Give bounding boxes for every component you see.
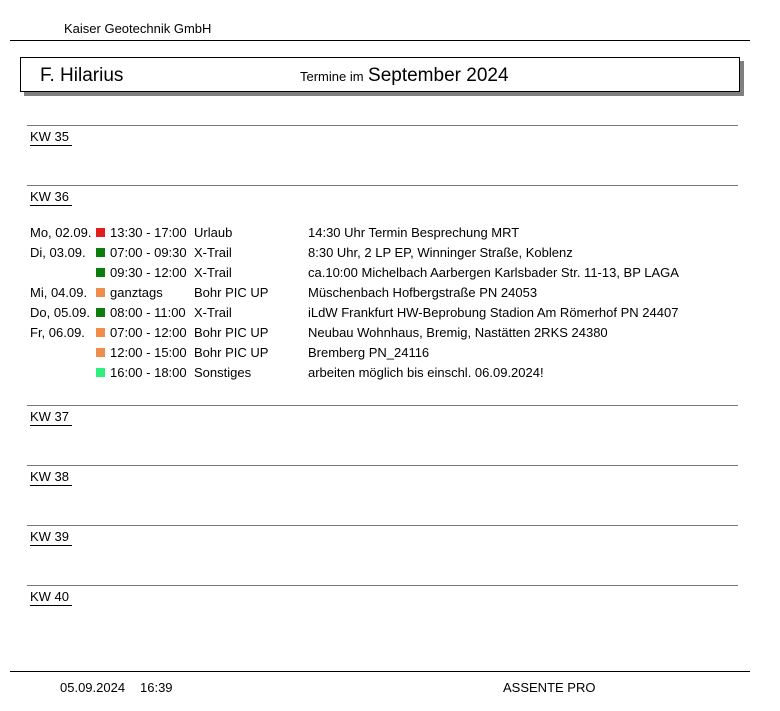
appointment-description: Bremberg PN_24116 (308, 345, 430, 360)
week-divider (27, 465, 738, 466)
appointment-category: Sonstiges (194, 365, 252, 380)
week-divider (27, 525, 738, 526)
week-label: KW 36 (30, 189, 72, 206)
appointment-day: Do, 05.09. (30, 305, 90, 320)
appointment-time: 13:30 - 17:00 (110, 225, 187, 240)
employee-name: F. Hilarius (40, 65, 124, 86)
category-color-square (96, 288, 105, 297)
category-color-square (96, 268, 105, 277)
week-divider (27, 405, 738, 406)
category-color-square (96, 328, 105, 337)
footer-rule (10, 671, 750, 672)
appointment-time: 07:00 - 09:30 (110, 245, 187, 260)
appointment-category: Urlaub (194, 225, 233, 240)
category-color-square (96, 248, 105, 257)
appointment-day: Mo, 02.09. (30, 225, 92, 240)
appointment-description: Neubau Wohnhaus, Bremig, Nastätten 2RKS 24380 (308, 325, 608, 340)
appointment-description: 14:30 Uhr Termin Besprechung MRT (308, 225, 520, 240)
app-name: ASSENTE PRO (503, 680, 596, 695)
week-divider (27, 125, 738, 126)
appointment-day: Di, 03.09. (30, 245, 86, 260)
week-label: KW 40 (30, 589, 72, 606)
category-color-square (96, 348, 105, 357)
appointment-description: ca.10:00 Michelbach Aarbergen Karlsbader Str. 11-13, BP LAGA (308, 265, 679, 280)
appointment-time: 12:00 - 15:00 (110, 345, 187, 360)
category-color-square (96, 308, 105, 317)
week-label: KW 39 (30, 529, 72, 546)
appointment-day: Fr, 06.09. (30, 325, 85, 340)
week-label: KW 35 (30, 129, 72, 146)
appointment-time: 09:30 - 12:00 (110, 265, 187, 280)
week-label: KW 38 (30, 469, 72, 486)
appointment-time: 16:00 - 18:00 (110, 365, 187, 380)
week-divider (27, 585, 738, 586)
appointment-time: 08:00 - 11:00 (110, 305, 186, 320)
company-name: Kaiser Geotechnik GmbH (64, 21, 212, 36)
appointment-category: Bohr PIC UP (194, 285, 269, 300)
category-color-square (96, 228, 105, 237)
appointment-time: ganztags (110, 285, 163, 300)
appointment-category: Bohr PIC UP (194, 345, 269, 360)
category-color-square (96, 368, 105, 377)
appointment-description: arbeiten möglich bis einschl. 06.09.2024! (308, 365, 544, 380)
header-rule (10, 40, 750, 41)
title-month: September 2024 (368, 65, 509, 86)
print-date: 05.09.2024 (60, 680, 126, 695)
appointment-description: iLdW Frankfurt HW-Beprobung Stadion Am Römerhof PN 24407 (308, 305, 679, 320)
appointment-description: 8:30 Uhr, 2 LP EP, Winninger Straße, Koblenz (308, 245, 573, 260)
title-period (300, 65, 509, 87)
appointment-category: X-Trail (194, 245, 232, 260)
print-time: 16:39 (140, 680, 173, 695)
appointment-category: X-Trail (194, 305, 232, 320)
week-label: KW 37 (30, 409, 72, 426)
title-prefix: Termine im (300, 69, 364, 84)
appointment-day: Mi, 04.09. (30, 285, 88, 300)
appointment-time: 07:00 - 12:00 (110, 325, 187, 340)
appointment-category: X-Trail (194, 265, 232, 280)
title-box (20, 57, 740, 92)
appointment-description: Müschenbach Hofbergstraße PN 24053 (308, 285, 538, 300)
appointment-category: Bohr PIC UP (194, 325, 269, 340)
week-divider (27, 185, 738, 186)
